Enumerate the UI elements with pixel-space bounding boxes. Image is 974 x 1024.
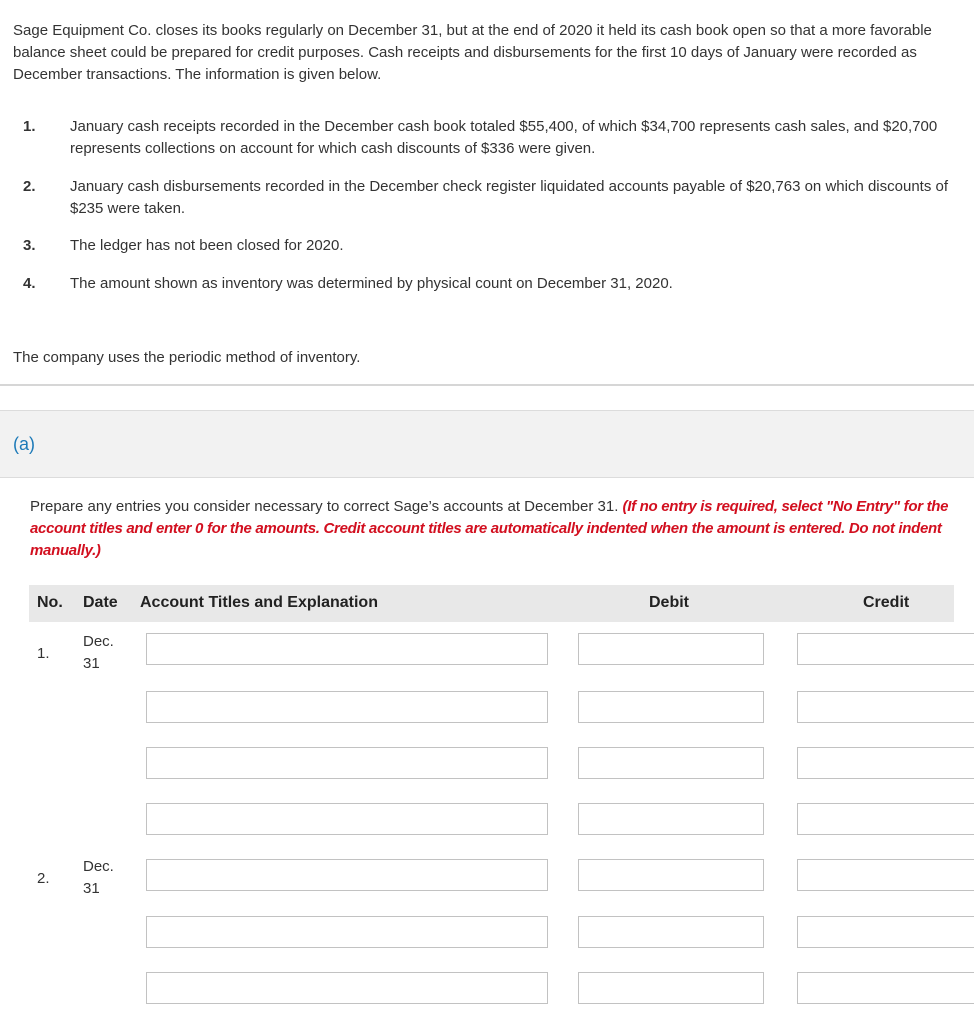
instruction-text: Prepare any entries you consider necessary to correct Sage’s accounts at December 31.	[30, 498, 619, 515]
account-title-input[interactable]	[146, 916, 548, 948]
table-header	[29, 585, 954, 622]
entry-date	[83, 856, 114, 900]
item-text: The amount shown as inventory was determined by physical count on December 31, 2020.	[70, 275, 673, 292]
credit-input[interactable]	[797, 633, 974, 665]
part-header	[0, 410, 974, 478]
account-title-input[interactable]	[146, 633, 548, 665]
debit-input[interactable]	[578, 972, 764, 1004]
item-number: 3.	[23, 237, 36, 254]
account-title-input[interactable]	[146, 747, 548, 779]
credit-input[interactable]	[797, 916, 974, 948]
debit-input[interactable]	[578, 691, 764, 723]
item-text: The ledger has not been closed for 2020.	[70, 237, 344, 254]
debit-input[interactable]	[578, 633, 764, 665]
item-text: January cash disbursements recorded in the December check register liquidated accounts payable of $20,763 on which discounts of $235 were taken.	[70, 178, 949, 217]
problem-intro: Sage Equipment Co. closes its books regularly on December 31, but at the end of 2020 it held its cash book open so that a more favorable balance sheet could be prepared for credit purposes. Cash receipts and disbursements for the first 10 days of January were recorded as December transactions. The information is given below.	[13, 22, 932, 83]
periodic-note: The company uses the periodic method of inventory.	[13, 349, 361, 366]
entry-number: 1.	[37, 645, 50, 662]
item-number: 4.	[23, 275, 36, 292]
credit-input[interactable]	[797, 859, 974, 891]
credit-input[interactable]	[797, 803, 974, 835]
entry-date-day: 31	[83, 880, 100, 897]
account-title-input[interactable]	[146, 691, 548, 723]
entry-date-day: 31	[83, 655, 100, 672]
debit-input[interactable]	[578, 803, 764, 835]
account-title-input[interactable]	[146, 972, 548, 1004]
item-number: 2.	[23, 178, 36, 195]
credit-input[interactable]	[797, 747, 974, 779]
debit-input[interactable]	[578, 859, 764, 891]
account-title-input[interactable]	[146, 803, 548, 835]
part-label: (a)	[13, 434, 35, 454]
credit-input[interactable]	[797, 691, 974, 723]
entry-number: 2.	[37, 870, 50, 887]
credit-input[interactable]	[797, 972, 974, 1004]
entry-date-month: Dec.	[83, 633, 114, 650]
account-title-input[interactable]	[146, 859, 548, 891]
header-credit: Credit	[863, 594, 910, 611]
entry-date	[83, 631, 114, 675]
header-account: Account Titles and Explanation	[140, 594, 378, 611]
instruction-note: (If no entry is required, select "No Entry" for the account titles and enter 0 for the amounts. Credit account titles are automatically indented when the amount is entered. Do not indent manually.)	[30, 498, 949, 559]
item-number: 1.	[23, 118, 36, 135]
item-text: January cash receipts recorded in the December cash book totaled $55,400, of which $34,700 represents cash sales, and $20,700 represents collections on account for which cash discounts of $336 were given.	[70, 118, 938, 157]
instructions	[30, 496, 950, 562]
debit-input[interactable]	[578, 916, 764, 948]
debit-input[interactable]	[578, 747, 764, 779]
divider	[0, 384, 974, 386]
header-date: Date	[83, 594, 118, 611]
entry-date-month: Dec.	[83, 858, 114, 875]
header-debit: Debit	[649, 594, 689, 611]
header-no: No.	[37, 594, 63, 611]
